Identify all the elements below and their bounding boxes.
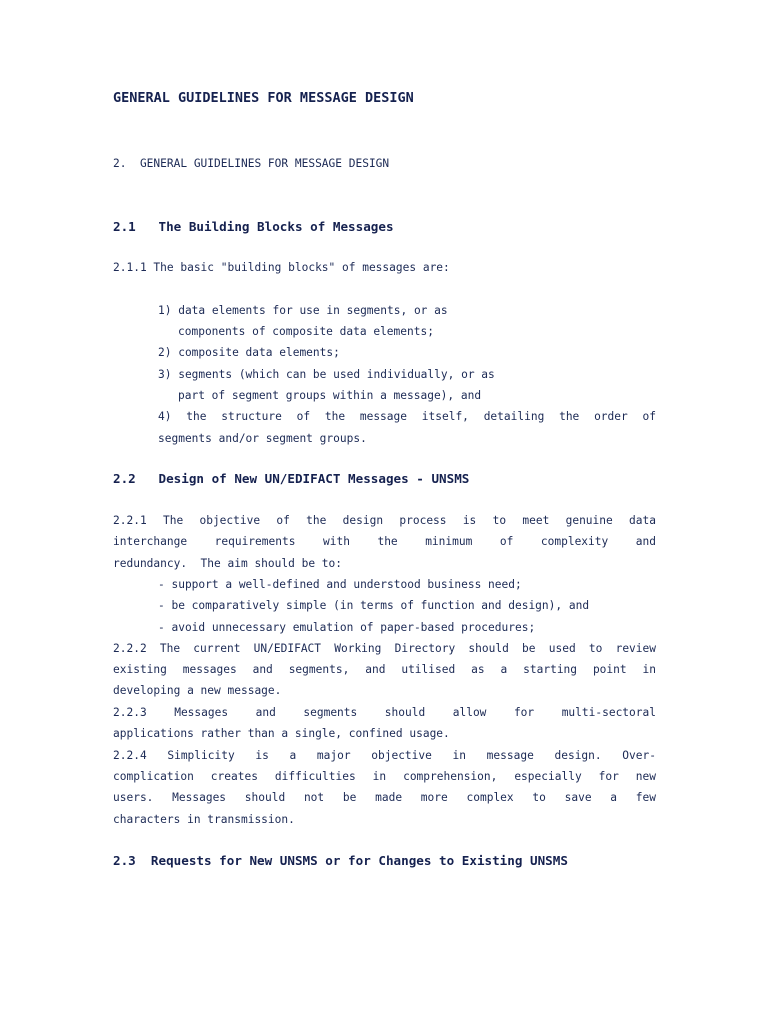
paragraph-2-2-4-line: 2.2.4 Simplicity is a major objective in message design. Over- (113, 749, 656, 762)
paragraph-2-2-2-line: existing messages and segments, and utilised as a starting point in (113, 663, 656, 676)
list-item: 3) segments (which can be used individually, or as (158, 368, 495, 381)
section-2-3-heading: 2.3 Requests for New UNSMS or for Changes to Existing UNSMS (113, 853, 568, 868)
paragraph-2-2-2-line: 2.2.2 The current UN/EDIFACT Working Directory should be used to review (113, 642, 656, 655)
chapter-heading: 2. GENERAL GUIDELINES FOR MESSAGE DESIGN (113, 157, 390, 170)
paragraph-2-1-1: 2.1.1 The basic "building blocks" of messages are: (113, 261, 450, 274)
paragraph-2-2-1-line: interchange requirements with the minimum of complexity and (113, 535, 656, 548)
section-2-1-heading: 2.1 The Building Blocks of Messages (113, 219, 394, 234)
paragraph-2-2-4-line: complication creates difficulties in comprehension, especially for new (113, 770, 656, 783)
list-item: 4) the structure of the message itself, detailing the order of (158, 410, 656, 423)
list-item-continuation: part of segment groups within a message), and (178, 389, 482, 402)
paragraph-2-2-3-line: applications rather than a single, confined usage. (113, 727, 450, 740)
paragraph-2-2-1-line: redundancy. The aim should be to: (113, 557, 343, 570)
document-title: GENERAL GUIDELINES FOR MESSAGE DESIGN (113, 90, 414, 106)
paragraph-2-2-2-line: developing a new message. (113, 684, 282, 697)
paragraph-2-2-4-line: users. Messages should not be made more complex to save a few (113, 791, 656, 804)
paragraph-2-2-3-line: 2.2.3 Messages and segments should allow for multi-sectoral (113, 706, 656, 719)
list-item: 2) composite data elements; (158, 346, 340, 359)
paragraph-2-2-4-line: characters in transmission. (113, 813, 295, 826)
section-2-2-heading: 2.2 Design of New UN/EDIFACT Messages - UNSMS (113, 471, 470, 486)
paragraph-2-2-1-line: 2.2.1 The objective of the design process is to meet genuine data (113, 514, 656, 527)
list-item: 1) data elements for use in segments, or as (158, 304, 448, 317)
bullet-item: - support a well-defined and understood business need; (158, 578, 522, 591)
bullet-item: - avoid unnecessary emulation of paper-based procedures; (158, 621, 536, 634)
bullet-item: - be comparatively simple (in terms of function and design), and (158, 599, 590, 612)
list-item-continuation: segments and/or segment groups. (158, 432, 367, 445)
list-item-continuation: components of composite data elements; (178, 325, 434, 338)
